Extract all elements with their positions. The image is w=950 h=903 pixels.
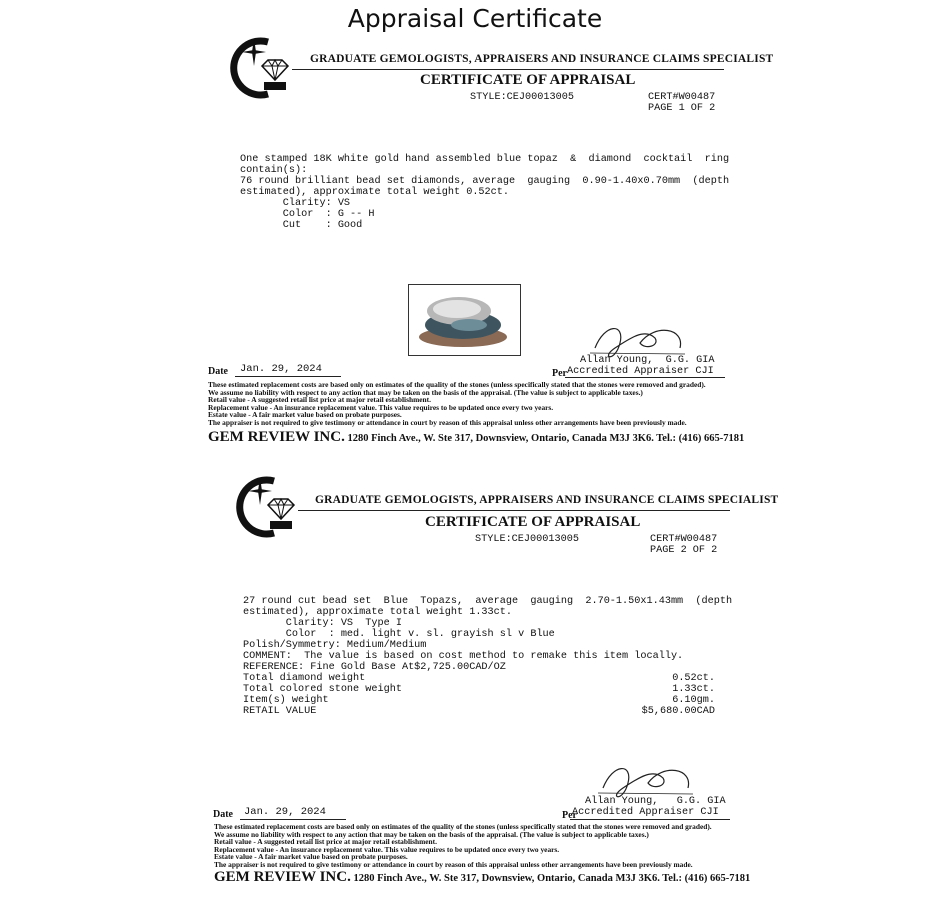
appraiser-name: Allan Young, G.G. GIA [580,355,715,366]
signature-line [570,819,730,820]
description-line: Polish/Symmetry: Medium/Medium [243,640,427,651]
disclaimer-line: Retail value - A suggested retail list price at major retail establishment. [208,395,431,405]
total-value: 1.33ct. [672,684,715,695]
certificate-title: CERTIFICATE OF APPRAISAL [425,514,641,530]
retail-value-label: RETAIL VALUE [243,706,317,717]
appraiser-name: Allan Young, G.G. GIA [585,796,726,807]
company-footer [214,869,750,886]
header-rule [298,510,730,511]
description-line: estimated), approximate total weight 1.33ct. [243,607,512,618]
disclaimer-line: Estate value - A fair market value based on probate purposes. [214,852,408,862]
description-line: contain(s): [240,165,308,176]
per-label: Per [552,368,567,379]
disclaimer-line: We assume no liability with respect to any action that may be taken on the basis of the appraisal. (The value is subject to applicable taxes.) [214,829,649,839]
date-value: Jan. 29, 2024 [240,363,322,375]
company-name: GEM REVIEW INC. [214,869,351,885]
company-phone: Tel.: (416) 665-7181 [662,873,751,884]
description-line: Color : med. light v. sl. grayish sl v Blue [243,629,555,640]
certificate-title: CERTIFICATE OF APPRAISAL [420,72,636,88]
description-line: 27 round cut bead set Blue Topazs, average gauging 2.70-1.50x1.43mm (depth [243,596,733,607]
total-label: Total diamond weight [243,673,366,684]
company-phone: Tel.: (416) 665-7181 [656,433,745,444]
description-line: Clarity: VS [240,198,351,209]
total-label: Item(s) weight [243,695,329,706]
retail-value: $5,680.00CAD [641,706,715,717]
description-line: Cut : Good [240,220,363,231]
date-label: Date [213,809,233,820]
description-line: Clarity: VS Type I [243,618,402,629]
disclaimer-line: Retail value - A suggested retail list price at major retail establishment. [214,837,437,847]
disclaimer-line: The appraiser is not required to give testimony or attendance in court by reason of this appraisal unless other arrangements have been previously made. [208,418,687,427]
date-line [240,819,346,820]
description-line: Color : G -- H [240,209,375,220]
appraiser-title: Accredited Appraiser CJI [567,366,714,377]
date-value: Jan. 29, 2024 [244,806,326,818]
description-line: REFERENCE: Fine Gold Base At$2,725.00CAD/OZ [243,662,506,673]
page-number: PAGE 1 OF 2 [648,103,716,114]
total-label: Total colored stone weight [243,684,402,695]
disclaimer-line: Replacement value - An insurance replacement value. This value requires to be updated once every two years. [214,844,560,854]
company-address: 1280 Finch Ave., W. Ste 317, Downsview, Ontario, Canada M3J 3K6. [353,873,660,884]
total-value: 6.10gm. [672,695,715,706]
company-tagline: GRADUATE GEMOLOGISTS, APPRAISERS AND INSURANCE CLAIMS SPECIALIST [310,53,774,65]
description-line: 76 round brilliant bead set diamonds, average gauging 0.90-1.40x0.70mm (depth [240,176,730,187]
description-line: One stamped 18K white gold hand assembled blue topaz & diamond cocktail ring [240,154,730,165]
page-heading: Appraisal Certificate [347,4,603,33]
style-number: STYLE:CEJ00013005 [470,92,574,103]
description-line: estimated), approximate total weight 0.52ct. [240,187,509,198]
company-name: GEM REVIEW INC. [208,429,345,445]
company-tagline: GRADUATE GEMOLOGISTS, APPRAISERS AND INSURANCE CLAIMS SPECIALIST [315,494,779,506]
disclaimer-line: Replacement value - An insurance replacement value. This value requires to be updated once every two years. [208,402,554,412]
appraiser-title: Accredited Appraiser CJI [572,807,719,818]
page-number: PAGE 2 OF 2 [650,545,718,556]
date-label: Date [208,366,228,377]
disclaimer-line: The appraiser is not required to give testimony or attendance in court by reason of this appraisal unless other arrangements have been previously made. [214,860,693,869]
disclaimer-line: Estate value - A fair market value based on probate purposes. [208,410,402,420]
per-label: Per [562,810,577,821]
description-line: COMMENT: The value is based on cost method to remake this item locally. [243,651,684,662]
gem-logo-icon [234,475,302,539]
total-value: 0.52ct. [672,673,715,684]
style-number: STYLE:CEJ00013005 [475,534,579,545]
company-address: 1280 Finch Ave., W. Ste 317, Downsview, Ontario, Canada M3J 3K6. [347,433,654,444]
disclaimer-line: These estimated replacement costs are based only on estimates of the quality of the stones (unless specifically stated that the stones were removed and graded). [214,822,712,831]
cert-number: CERT#W00487 [648,92,716,103]
disclaimer-line: We assume no liability with respect to any action that may be taken on the basis of the appraisal. (The value is subject to applicable taxes.) [208,387,643,397]
disclaimer-line: These estimated replacement costs are based only on estimates of the quality of the stones (unless specifically stated that the stones were removed and graded). [208,380,706,389]
cert-number: CERT#W00487 [650,534,718,545]
